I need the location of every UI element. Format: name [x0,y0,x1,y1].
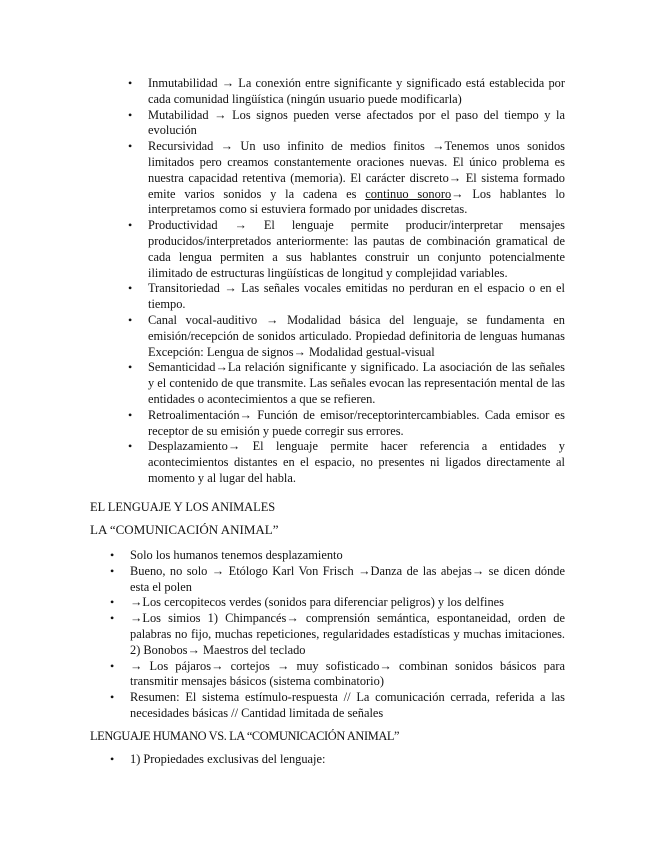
section-heading-lenguaje-animales: EL LENGUAJE Y LOS ANIMALES [90,500,276,514]
list-item: • → Los pájaros→ cortejos → muy sofisticado→ combinan sonidos básicos para transmitir mensajes básicos (sistema combinatorio) [130,659,565,691]
list-item-productividad: • Productividad → El lenguaje permite producir/interpretar mensajes producidos/interpretados anteriormente: las pautas de combinación gramatical de cada lengua permiten a sus hablantes construir un conjunto potencialmente ilimitado de estructuras lingüísticas de longitud y complejidad variables. [148,218,565,281]
underlined-term: continuo sonoro [365,186,452,201]
language-properties-list [148,76,565,487]
list-item: • Solo los humanos tenemos desplazamiento [130,548,565,564]
list-item-inmutabilidad: • Inmutabilidad → La conexión entre significante y significado está establecida por cada comunidad lingüística (ningún usuario puede modificarla) [148,76,565,108]
list-item: • →Los simios 1) Chimpancés→ comprensión semántica, espontaneidad, orden de palabras no fijo, muchas repeticiones, regularidades estadísticas y muchas imitaciones. 2) Bonobos→ Maestros del teclado [130,611,565,658]
list-item: • →Los cercopitecos verdes (sonidos para diferenciar peligros) y los delfines [130,595,565,611]
list-item-semanticidad: • Semanticidad→La relación significante y significado. La asociación de las señales y el contenido de que transmite. Las señales evocan las representación mental de las entidades o acontecimientos a que se refieren. [148,360,565,407]
list-item: • Resumen: El sistema estímulo-respuesta // La comunicación cerrada, referida a las necesidades básicas // Cantidad limitada de señales [130,690,565,722]
recursividad-text-end: → Los hablantes lo interpretamos como si estuviera formado por unidades discretas. [148,186,565,217]
list-item-recursividad [148,139,565,218]
exclusive-properties-list [130,752,565,768]
list-item: • Bueno, no solo → Etólogo Karl Von Frisch →Danza de las abejas→ se dicen dónde esta el polen [130,564,565,596]
list-item: • 1) Propiedades exclusivas del lenguaje: [130,752,565,768]
list-item-canal-vocal-auditivo: • Canal vocal-auditivo → Modalidad básica del lenguaje, se fundamenta en emisión/recepción de sonidos articulado. Propiedad definitoria de lenguas humanas Excepción: Lengua de signos→ Modalidad gestual-visual [148,313,565,360]
list-item-retroalimentacion: • Retroalimentación→ Función de emisor/receptorintercambiables. Cada emisor es receptor de su emisión y puede corregir sus errores. [148,408,565,440]
list-item-transitoriedad: • Transitoriedad → Las señales vocales emitidas no perduran en el espacio o en el tiempo. [148,281,565,313]
section-heading-comunicacion-animal: LA “COMUNICACIÓN ANIMAL” [90,522,279,537]
list-item-desplazamiento: • Desplazamiento→ El lenguaje permite hacer referencia a entidades y acontecimientos distantes en el espacio, no presentes ni ligados directamente al momento y al lugar del habla. [148,439,565,486]
recursividad-text: Recursividad → Un uso infinito de medios finitos →Tenemos unos sonidos limitados pero creamos constantemente oraciones nuevas. El único problema es nuestra capacidad retentiva (memoria). El carácter discreto→ El sistema formado emite varios sonidos y la cadena es [148,139,565,201]
animal-communication-list [130,548,565,722]
list-item-mutabilidad: • Mutabilidad → Los signos pueden verse afectados por el paso del tiempo y la evolución [148,108,565,140]
section-heading-human-vs-animal: LENGUAJE HUMANO VS. LA “COMUNICACIÓN ANIMAL” [90,729,400,743]
